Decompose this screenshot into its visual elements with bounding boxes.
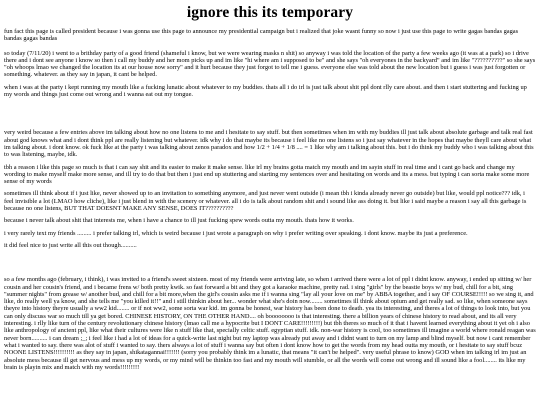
paragraph-party-talking: when i was at the party i kept running my mouth like a fucking lunatic about whatever to my buddies. thats all i do irl is just talk about shit ppl dont rlly care about. and then i start stuttering and fucking up my words and things just come out wrong and i wanna eat out my tongue. (4, 83, 527, 99)
paragraph-felt-nice: it did feel nice to just write all this out though.......... (4, 241, 137, 249)
paragraph-birthday-party: so today (7/11/20) i went to a brithday party of a good friend (shameful i know, but we were wearing masks n shit) so anyway i was told the location of the party a few weeks ago (it was at a park) so i drive there and i dont see anyone i know so then i call my buddy and her mom picks up and im like "hi where am i supposed to be" and she says "oh everyones in the backyard" and im like "??????????" so she says "oh whoops lmao we changed the location its at our house now sorry" and it hurt because they just forgot to tell me i guess. everyone else was told about the new location but i guess i was just forgotten or something. whatever. as they say in japan, it cant be helped. (4, 49, 536, 79)
page-title: ignore this its temporary (186, 4, 354, 21)
paragraph-invisible: sometimes ill think about if i just like, never showed up to an invitation to something anymore, and just never went outside (i mean tbh i kinda already never go outside) but like, would ppl notice??? idk, i feel invisible a lot (LMAO how cliche), like i just blend in with the scenery or whatever. all i do is talk about random shit and i sound like ass doing it. but like i said maybe a reason i say all this garbage is because no one listens, BUT THAT DOESNT MAKE ANY SENSE, DOES IT?????????? (4, 190, 527, 213)
paragraph-spew-words: because i never talk about shit that interests me, when i have a chance to ill just fucking spew words outta my mouth. thats how it works. (4, 217, 354, 225)
spacer (4, 254, 536, 276)
paragraph-intro: fun fact this page is called president because i was gonna use this page to announce my presidential campaign but i realized that joke wasnt funny so now i just use this page to write gagas bandas gagas bandas gagas bandas (4, 28, 519, 43)
paragraph-why-this-page: tbh a reason i like this page so much is that i can say shit and its easier to make it make sense. like irl my brains gotta match my mouth and im sayin stuff in real time and i cant go back and change my wording to make myself make more sense, and ill try to do that but then i just end up stuttering and starting my sentences over and hesitating on words and its a mess. but typing i can sorta make some more sense of my words (4, 163, 530, 186)
paragraph-no-one-listens: very weird because a few entries above im talking about how no one listens to me and i hesitate to say stuff. but then sometimes when im with my buddies ill just talk about absolute garbage and talk real fast about god knows what and i dont think ppl are really listening but whatever. idk why i do that maybe its because i feel like no one listens so i just say whatever in the hopes that maybe theyll care about what im talking about. i dont know. ok fuck like at the party i was talking about zenos paradox and how 1/2 + 1/4 + 1/8 .... = 1 like why am i talking about this. but i do think my buddy who i was talking about this to was listening, maybe, idk. (4, 129, 534, 159)
document-page (4, 4, 536, 376)
paragraph-rarely-text: i very rarely text my friends ......... i prefer talking irl, which is weird because i just wrote a paragraph on why i prefer writing over speaking. i dont know. maybe its just a preference. (4, 229, 468, 237)
spacer (4, 103, 536, 129)
paragraph-sweet-sixteen: so a few months ago (february, i think), i was invited to a friend's sweet sixteen. most of my friends were arriving late, so when i arrived there were a lot of ppl i didnt know. anyway, i ended up sitting w/ her cousin and her cousin's friend, and i became frens w/ both pretty kwik. so fast forward a bit and they got a karaoke machine, pretty rad. i sing "girls" by the beastie boys w/ my bud, chill for a bit, sing "summer nights" from grease w/ another bud, and chill for a bit more,when the girl's cousin asks me if i wanna sing "lay all your love on me" by ABBA together, and i say OF COURSE!!!!! so we sing it, and like, do really well ya know, and she tells me "you killed it!!" and i still thinkin about her... wonder what she's doin now........ sometimes ill think about opium and get really sad. so like, when someone says theyre into history theyre usually a ww2 kid........ or if not ww2, some sorta war kid. im gonna be honest, war history has been done to death. yea its interesting, and theres a lot of things to look into, but you can only discuss war so much till ya get bored. CHINESE HISTORY, ON THE OTHER HAND.... oh boooooooo is that interesting. there a billion years of chinese history to read about, and its all very interesting. i rlly like turn of the century revolutionary chinese history (lmao call me a hypocrite but I DONT CARE!!!!!!!!!) but tbh theres so much of it that i havent learned everything about it yet oh i also like anthropology of ancient ppl, like what their cultures were like n stuff like that, specially celtic stuff. egyptian stuff. idk. non-war history is cool, too sometimes ill imagine a world where ronald reagan was never born.......... i can dream ;_; i feel like i had a lot of ideas for a quick-write last night but my laptop was already put away and i didnt want to turn on my lamp and blind myself. but now i cant remember what i wanted to say. there was alot of stuff i wanted to say. thers always a lot of stuff i wanna say but often i dont know how to get the words from my head outta my mouth, or i hesitate to say stuff bcuz NOONE LISTENS!!!!!!!!!! as they say in japan, shikatagannai!!!!!!! (sorry you probably think im a lunatic, that means "it can't be helped". very useful phrase to know) GOD when im talking irl im just an absolute mess because ill get nervous and mess up my words, or my mind will be thinkin too fast and my mouth will stumble, or all the words will come out wrong and ill sound like a fool........ its like my brain is playin mix and match with my words!!!!!!!!! (4, 276, 536, 371)
